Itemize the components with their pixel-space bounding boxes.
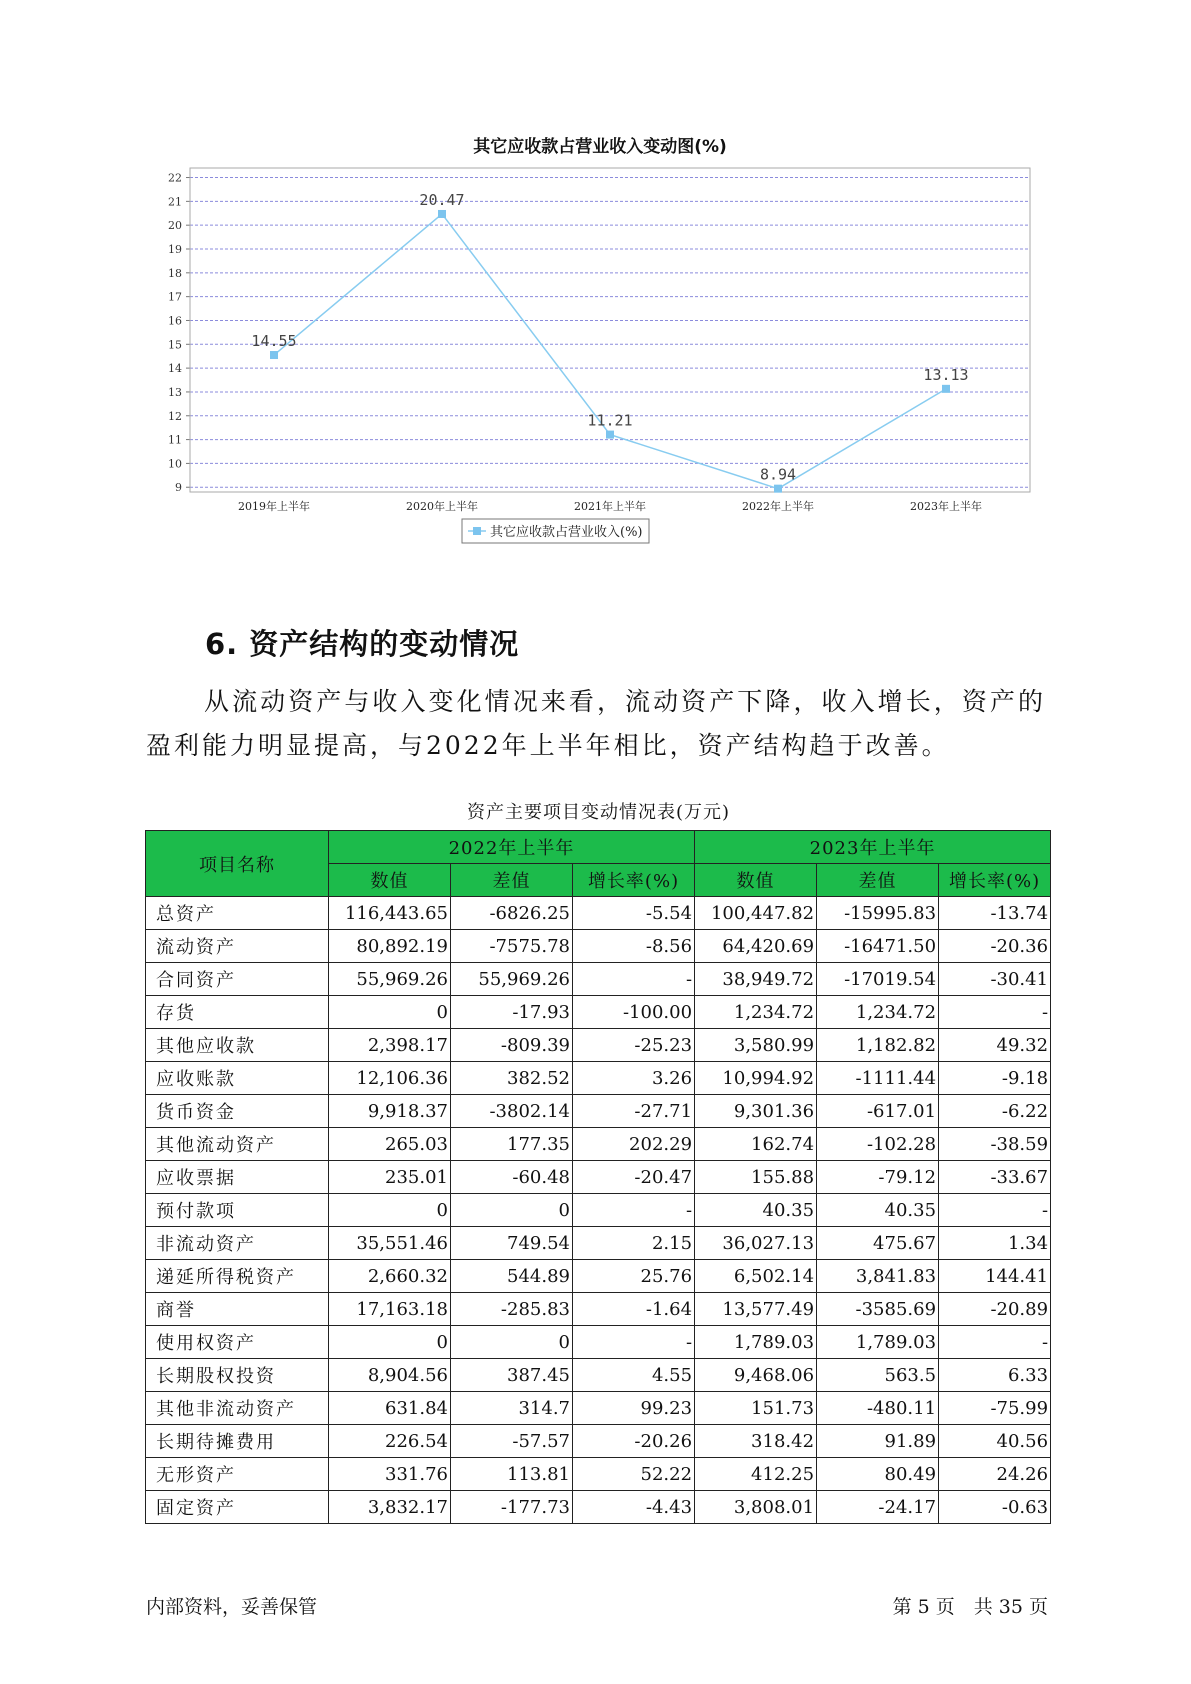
table-cell: -617.01 [817, 1095, 939, 1128]
row-label: 流动资产 [146, 930, 329, 963]
table-cell: 2,398.17 [329, 1029, 451, 1062]
table-cell: 544.89 [451, 1260, 573, 1293]
table-cell: 6.33 [939, 1359, 1051, 1392]
table-cell: 3,580.99 [695, 1029, 817, 1062]
data-point [942, 385, 950, 393]
y-tick-label: 14 [168, 362, 182, 376]
y-tick-label: 15 [168, 338, 182, 352]
header-group-2023: 2023年上半年 [695, 831, 1051, 864]
row-label: 预付款项 [146, 1194, 329, 1227]
table-cell: 8,904.56 [329, 1359, 451, 1392]
table-row [146, 1062, 1051, 1095]
table-cell: 475.67 [817, 1227, 939, 1260]
row-label: 其他非流动资产 [146, 1392, 329, 1425]
legend-marker [473, 527, 481, 535]
table-body [146, 897, 1051, 1524]
header-item-name: 项目名称 [146, 831, 329, 897]
table-cell: -8.56 [573, 930, 695, 963]
table-row [146, 1293, 1051, 1326]
row-label: 无形资产 [146, 1458, 329, 1491]
y-tick-label: 10 [168, 457, 182, 471]
table-cell: 3,832.17 [329, 1491, 451, 1524]
table-cell: 0 [451, 1194, 573, 1227]
x-tick-label: 2019年上半年 [238, 500, 310, 513]
table-cell: -4.43 [573, 1491, 695, 1524]
table-row [146, 1326, 1051, 1359]
table-cell: -6.22 [939, 1095, 1051, 1128]
header-value: 数值 [329, 864, 451, 897]
row-label: 其他流动资产 [146, 1128, 329, 1161]
table-cell: 1,234.72 [817, 996, 939, 1029]
table-cell: - [573, 1326, 695, 1359]
table-cell: - [939, 996, 1051, 1029]
table-cell: 55,969.26 [451, 963, 573, 996]
table-cell: 116,443.65 [329, 897, 451, 930]
table-row [146, 1425, 1051, 1458]
table-row [146, 1194, 1051, 1227]
table-cell: -27.71 [573, 1095, 695, 1128]
header-growth: 增长率(%) [939, 864, 1051, 897]
table-cell: 52.22 [573, 1458, 695, 1491]
table-cell: - [939, 1326, 1051, 1359]
table-row [146, 1359, 1051, 1392]
chart-svg [150, 128, 1050, 588]
header-diff: 差值 [817, 864, 939, 897]
table-cell: 40.35 [695, 1194, 817, 1227]
table-cell: 9,468.06 [695, 1359, 817, 1392]
table-cell: 3.26 [573, 1062, 695, 1095]
table-cell: -480.11 [817, 1392, 939, 1425]
table-cell: 13,577.49 [695, 1293, 817, 1326]
table-row [146, 963, 1051, 996]
table-cell: 99.23 [573, 1392, 695, 1425]
table-cell: 4.55 [573, 1359, 695, 1392]
table-cell: 749.54 [451, 1227, 573, 1260]
data-label: 11.21 [587, 411, 633, 430]
y-tick-label: 19 [168, 243, 182, 256]
table-row [146, 1260, 1051, 1293]
table-cell: 1,789.03 [817, 1326, 939, 1359]
table-cell: -20.36 [939, 930, 1051, 963]
row-label: 商誉 [146, 1293, 329, 1326]
table-cell: -3802.14 [451, 1095, 573, 1128]
table-row [146, 1128, 1051, 1161]
table-cell: 1,182.82 [817, 1029, 939, 1062]
data-point [606, 431, 614, 439]
table-cell: -20.89 [939, 1293, 1051, 1326]
table-row [146, 1392, 1051, 1425]
table-cell: 144.41 [939, 1260, 1051, 1293]
row-label: 使用权资产 [146, 1326, 329, 1359]
row-label: 存货 [146, 996, 329, 1029]
table-cell: 0 [451, 1326, 573, 1359]
table-cell: 12,106.36 [329, 1062, 451, 1095]
plot-area [190, 168, 1030, 492]
x-tick-label: 2022年上半年 [742, 500, 814, 513]
table-cell: 6,502.14 [695, 1260, 817, 1293]
table-cell: 9,918.37 [329, 1095, 451, 1128]
table-cell: 331.76 [329, 1458, 451, 1491]
table-cell: -15995.83 [817, 897, 939, 930]
header-value: 数值 [695, 864, 817, 897]
y-tick-label: 18 [168, 266, 182, 280]
row-label: 应收账款 [146, 1062, 329, 1095]
table-cell: 1.34 [939, 1227, 1051, 1260]
table-cell: 235.01 [329, 1161, 451, 1194]
table-cell: -25.23 [573, 1029, 695, 1062]
row-label: 递延所得税资产 [146, 1260, 329, 1293]
table-cell: -20.26 [573, 1425, 695, 1458]
y-tick-label: 16 [168, 314, 182, 328]
table-cell: 36,027.13 [695, 1227, 817, 1260]
table-row [146, 897, 1051, 930]
table-cell: 24.26 [939, 1458, 1051, 1491]
table-cell: 155.88 [695, 1161, 817, 1194]
table-cell: 40.56 [939, 1425, 1051, 1458]
table-cell: -33.67 [939, 1161, 1051, 1194]
data-point [270, 351, 278, 359]
table-cell: 1,234.72 [695, 996, 817, 1029]
header-group-2022: 2022年上半年 [329, 831, 695, 864]
row-label: 其他应收款 [146, 1029, 329, 1062]
y-tick-label: 22 [168, 171, 182, 185]
header-growth: 增长率(%) [573, 864, 695, 897]
row-label: 合同资产 [146, 963, 329, 996]
row-label: 固定资产 [146, 1491, 329, 1524]
table-cell: 387.45 [451, 1359, 573, 1392]
data-label: 20.47 [419, 190, 465, 209]
table-cell: 226.54 [329, 1425, 451, 1458]
table-cell: -1111.44 [817, 1062, 939, 1095]
table-cell: -7575.78 [451, 930, 573, 963]
table-cell: -285.83 [451, 1293, 573, 1326]
table-cell: 40.35 [817, 1194, 939, 1227]
header-diff: 差值 [451, 864, 573, 897]
table-cell: 0 [329, 1326, 451, 1359]
table-cell: 35,551.46 [329, 1227, 451, 1260]
table-cell: 64,420.69 [695, 930, 817, 963]
legend-label: 其它应收款占营业收入(%) [490, 525, 643, 540]
table-row [146, 1458, 1051, 1491]
section-heading: 6. 资产结构的变动情况 [205, 627, 520, 661]
table-title: 资产主要项目变动情况表(万元) [466, 802, 731, 823]
data-point [438, 210, 446, 218]
table-cell: 563.5 [817, 1359, 939, 1392]
table-cell: 3,808.01 [695, 1491, 817, 1524]
table-cell: -1.64 [573, 1293, 695, 1326]
table-cell: -3585.69 [817, 1293, 939, 1326]
table-cell: 80,892.19 [329, 930, 451, 963]
table-cell: 382.52 [451, 1062, 573, 1095]
chart-title: 其它应收款占营业收入变动图(%) [473, 137, 727, 157]
table-cell: 412.25 [695, 1458, 817, 1491]
table-cell: 162.74 [695, 1128, 817, 1161]
table-cell: 17,163.18 [329, 1293, 451, 1326]
table-cell: 265.03 [329, 1128, 451, 1161]
table-cell: -30.41 [939, 963, 1051, 996]
table-row [146, 1161, 1051, 1194]
table-row [146, 996, 1051, 1029]
table-row [146, 1491, 1051, 1524]
line-chart [150, 128, 1050, 588]
row-label: 货币资金 [146, 1095, 329, 1128]
table-cell: 0 [329, 996, 451, 1029]
data-label: 13.13 [923, 365, 969, 384]
table-cell: 2,660.32 [329, 1260, 451, 1293]
table-cell: 202.29 [573, 1128, 695, 1161]
table-cell: -16471.50 [817, 930, 939, 963]
section-paragraph: 从流动资产与收入变化情况来看，流动资产下降，收入增长，资产的盈利能力明显提高，与2022年上半年相比，资产结构趋于改善。 [146, 687, 1046, 760]
table-cell: 113.81 [451, 1458, 573, 1491]
table-cell: 10,994.92 [695, 1062, 817, 1095]
footer-confidential: 内部资料，妥善保管 [146, 1596, 318, 1618]
data-point [774, 485, 782, 493]
table-cell: -5.54 [573, 897, 695, 930]
table-cell: -38.59 [939, 1128, 1051, 1161]
row-label: 非流动资产 [146, 1227, 329, 1260]
table-cell: 177.35 [451, 1128, 573, 1161]
table-cell: 1,789.03 [695, 1326, 817, 1359]
table-cell: 2.15 [573, 1227, 695, 1260]
table-cell: -177.73 [451, 1491, 573, 1524]
x-tick-label: 2021年上半年 [574, 500, 646, 513]
y-tick-label: 9 [175, 481, 182, 495]
table-cell: 0 [329, 1194, 451, 1227]
table-cell: -79.12 [817, 1161, 939, 1194]
table-cell: -60.48 [451, 1161, 573, 1194]
table-cell: 100,447.82 [695, 897, 817, 930]
table-header-row-1 [146, 831, 1051, 864]
table-cell: -20.47 [573, 1161, 695, 1194]
table-cell: -17019.54 [817, 963, 939, 996]
table-row [146, 1227, 1051, 1260]
x-tick-label: 2023年上半年 [910, 500, 982, 513]
table-cell: 25.76 [573, 1260, 695, 1293]
row-label: 长期待摊费用 [146, 1425, 329, 1458]
table-cell: -6826.25 [451, 897, 573, 930]
y-tick-label: 21 [168, 195, 182, 209]
table-cell: -13.74 [939, 897, 1051, 930]
data-label: 8.94 [759, 465, 797, 484]
assets-table [145, 830, 1051, 1524]
y-tick-label: 20 [168, 219, 182, 233]
table-cell: 314.7 [451, 1392, 573, 1425]
table-row [146, 930, 1051, 963]
table-cell: -100.00 [573, 996, 695, 1029]
y-tick-label: 12 [168, 409, 182, 423]
table-cell: - [573, 963, 695, 996]
table-cell: -24.17 [817, 1491, 939, 1524]
table-cell: 38,949.72 [695, 963, 817, 996]
table-row [146, 1095, 1051, 1128]
row-label: 总资产 [146, 897, 329, 930]
table-cell: -0.63 [939, 1491, 1051, 1524]
y-tick-label: 13 [168, 385, 182, 399]
table-cell: 318.42 [695, 1425, 817, 1458]
footer-page-number: 第 5 页 共 35 页 [892, 1596, 1048, 1618]
table-cell: 631.84 [329, 1392, 451, 1425]
table-cell: -57.57 [451, 1425, 573, 1458]
row-label: 长期股权投资 [146, 1359, 329, 1392]
table-cell: 55,969.26 [329, 963, 451, 996]
series-line [274, 214, 946, 489]
table-cell: 9,301.36 [695, 1095, 817, 1128]
table-cell: 49.32 [939, 1029, 1051, 1062]
table-cell: 3,841.83 [817, 1260, 939, 1293]
table-cell: -75.99 [939, 1392, 1051, 1425]
y-tick-label: 17 [168, 290, 182, 304]
table-cell: 151.73 [695, 1392, 817, 1425]
table-cell: - [939, 1194, 1051, 1227]
table-cell: -809.39 [451, 1029, 573, 1062]
table-cell: -9.18 [939, 1062, 1051, 1095]
data-label: 14.55 [251, 332, 297, 351]
table-cell: -102.28 [817, 1128, 939, 1161]
table-cell: -17.93 [451, 996, 573, 1029]
y-tick-label: 11 [168, 433, 182, 447]
x-tick-label: 2020年上半年 [406, 500, 478, 513]
row-label: 应收票据 [146, 1161, 329, 1194]
table-cell: 91.89 [817, 1425, 939, 1458]
table-cell: 80.49 [817, 1458, 939, 1491]
table-cell: - [573, 1194, 695, 1227]
table-row [146, 1029, 1051, 1062]
